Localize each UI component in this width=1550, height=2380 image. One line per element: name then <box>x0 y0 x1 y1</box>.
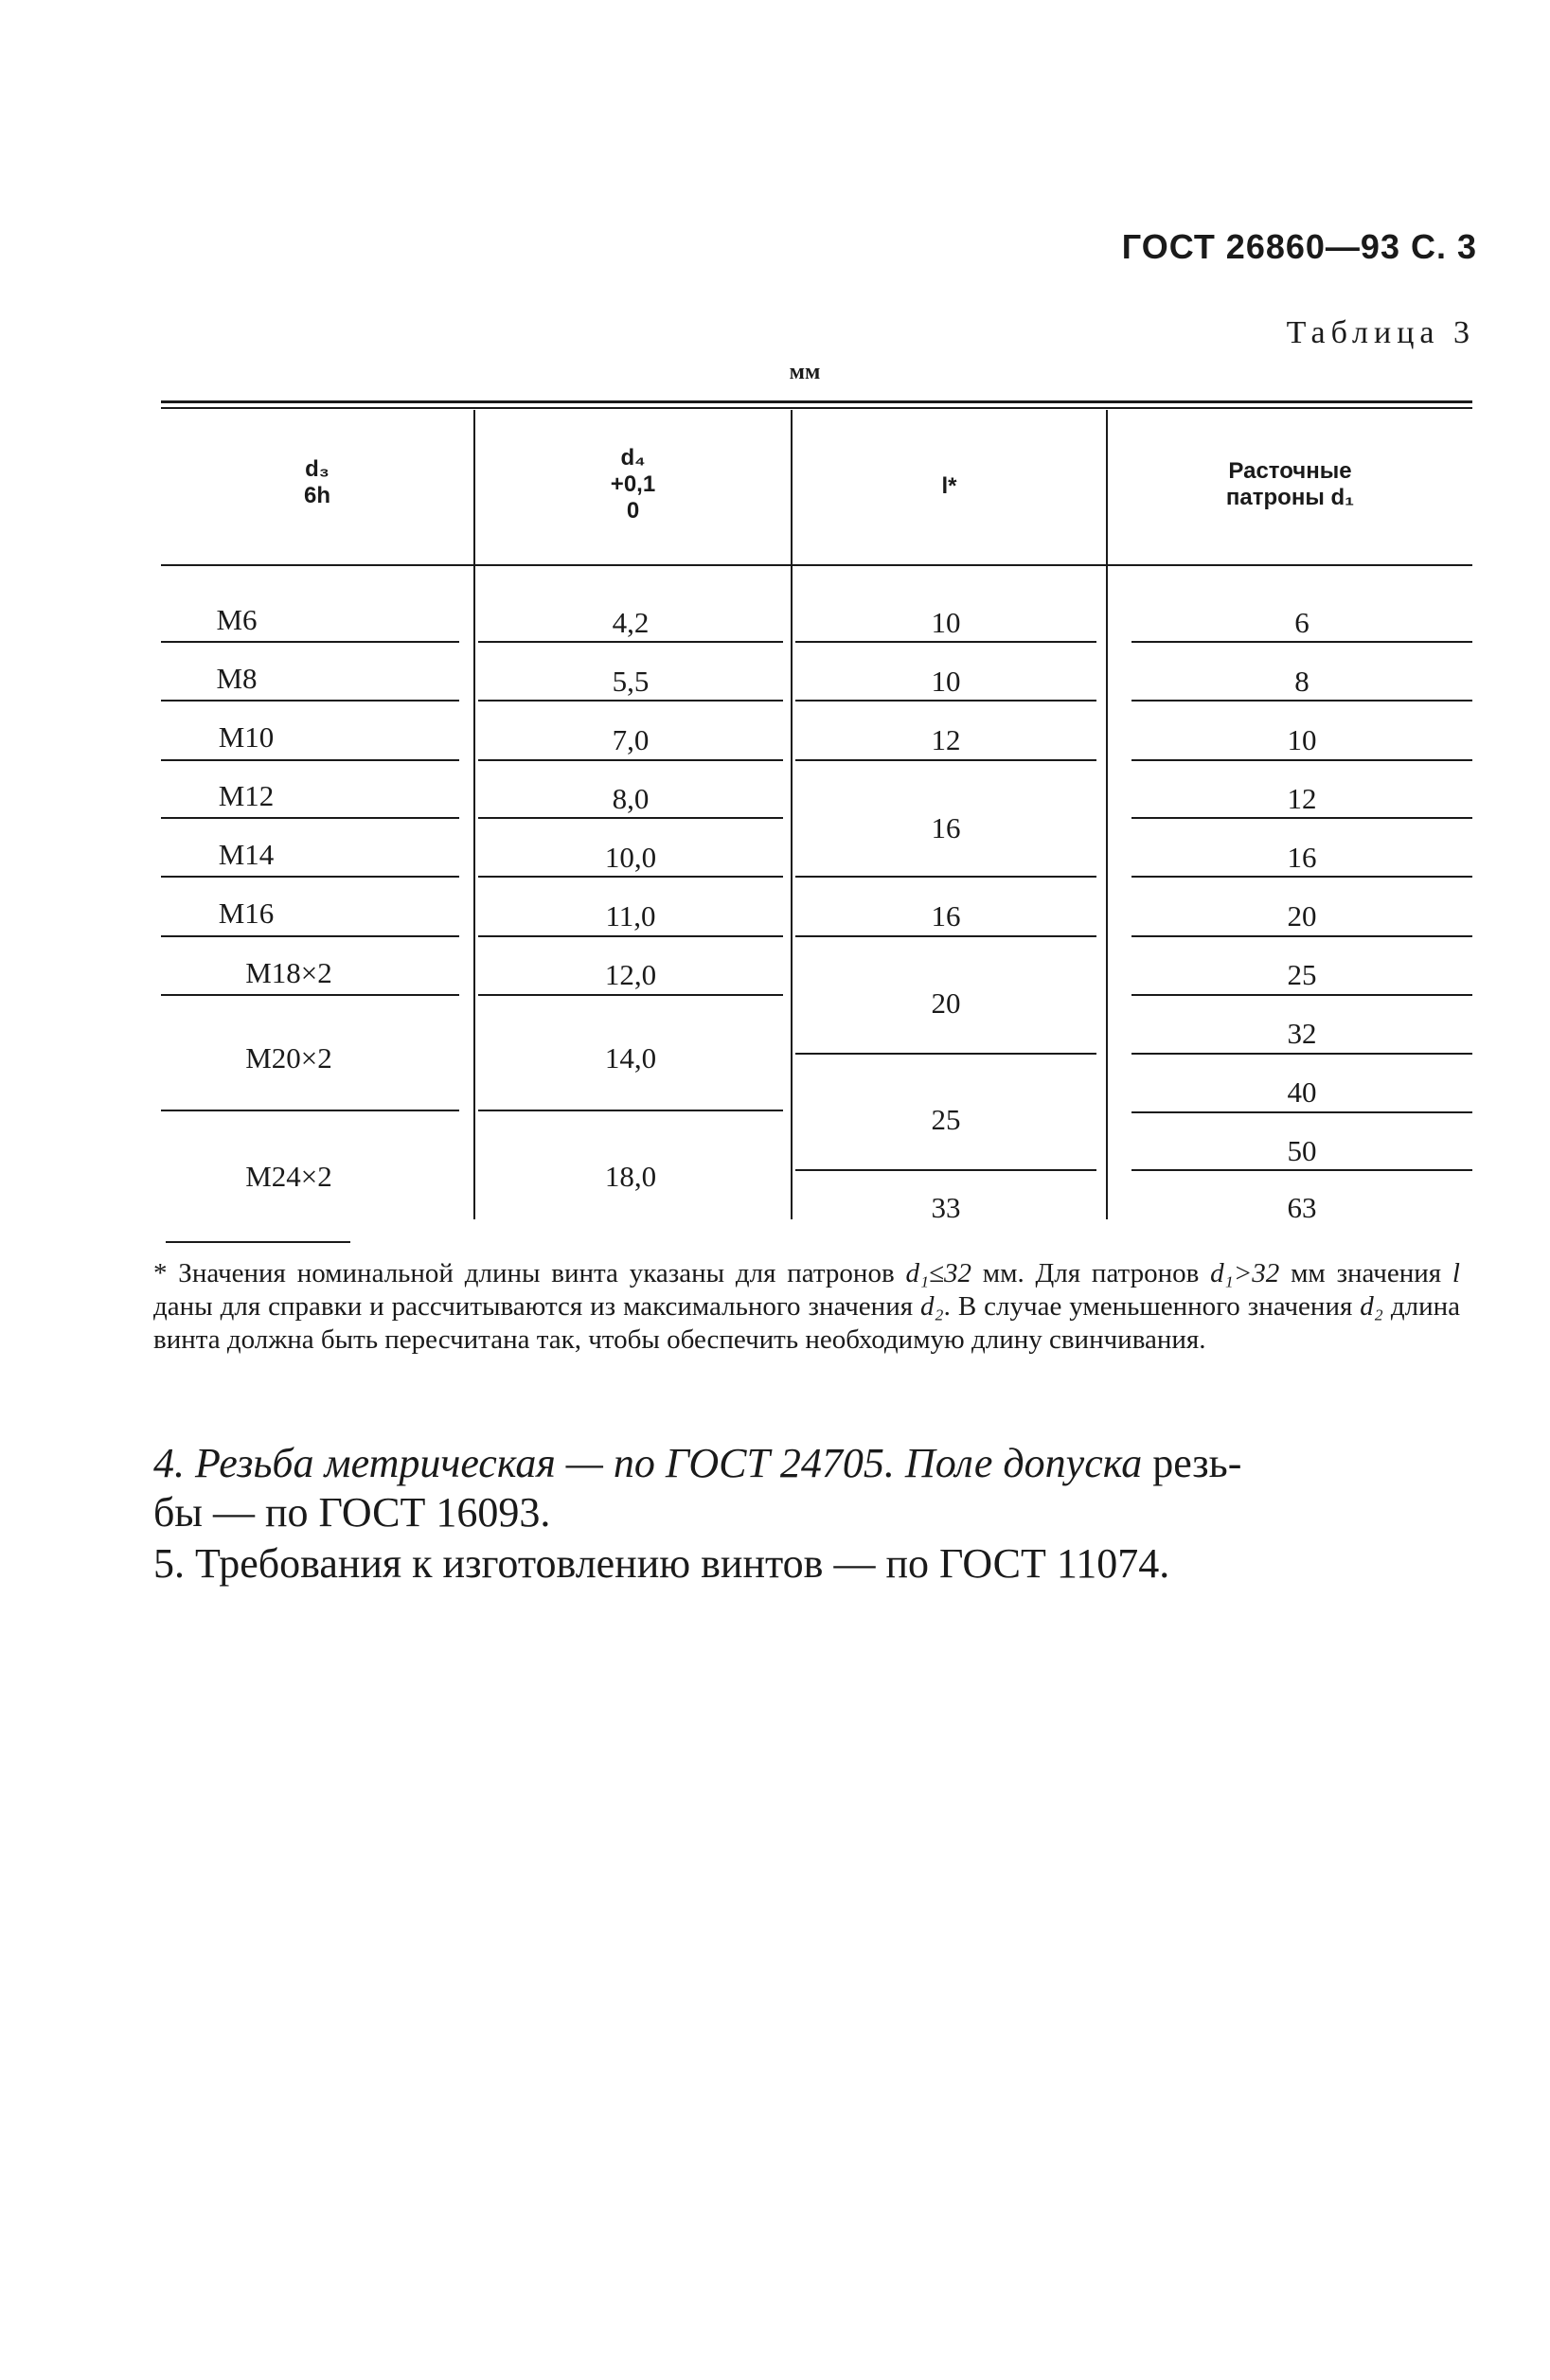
table-cell-boring-head: 40 <box>1287 1075 1317 1109</box>
col4-rule <box>1131 759 1472 761</box>
header-d4-upper: +0,1 <box>610 471 656 497</box>
col1-rule <box>161 1110 459 1111</box>
footnote-text: даны для справки и рассчитываются из максимального значения <box>153 1291 921 1322</box>
table-cell-boring-head: 63 <box>1287 1191 1317 1224</box>
clause-4-italic: 4. Резьба метрическая — по ГОСТ 24705. Поле допуска <box>153 1440 1143 1486</box>
col4-rule <box>1131 935 1472 937</box>
col4-rule <box>1131 1053 1472 1055</box>
column-divider-2 <box>791 410 793 1219</box>
clause-4 <box>153 1439 1498 1488</box>
table-cell-d3: M24×2 <box>245 1160 332 1193</box>
table-footnote <box>153 1257 1460 1357</box>
table-cell-l: 25 <box>931 1103 961 1136</box>
table-cell-boring-head: 20 <box>1287 899 1317 932</box>
table-cell-l: 10 <box>931 665 961 698</box>
table-cell-boring-head: 6 <box>1294 606 1309 639</box>
col4-rule <box>1131 1169 1472 1171</box>
col2-rule <box>478 994 783 996</box>
table-cell-d4: 5,5 <box>612 665 650 698</box>
table-cell-d4: 14,0 <box>604 1041 657 1075</box>
table-cell-d4: 12,0 <box>604 958 657 991</box>
table-cell-l: 20 <box>931 986 961 1020</box>
col3-rule <box>795 876 1096 878</box>
table-cell-l: 10 <box>931 606 961 639</box>
col1-rule <box>161 700 459 702</box>
units-label: мм <box>789 360 821 384</box>
table-cell-d3: M16 <box>218 897 275 930</box>
col2-rule <box>478 700 783 702</box>
table-cell-boring-head: 50 <box>1287 1134 1317 1167</box>
col2-rule <box>478 641 783 643</box>
table-cell-boring-head: 12 <box>1287 782 1317 815</box>
col3-rule <box>795 1053 1096 1055</box>
col3-rule <box>795 759 1096 761</box>
table-cell-d3: M14 <box>218 838 275 871</box>
header-boring-heads <box>1108 458 1472 511</box>
col2-rule <box>478 935 783 937</box>
table-cell-d4: 8,0 <box>612 782 650 815</box>
table-cell-l: 33 <box>931 1191 961 1224</box>
col2-rule <box>478 759 783 761</box>
table-cell-d3: M12 <box>218 779 275 812</box>
column-divider-1 <box>473 410 475 1219</box>
header-bottom-rule <box>161 564 1472 566</box>
table-cell-l: 16 <box>931 811 961 844</box>
clause-4-continuation: резь- <box>1142 1440 1242 1486</box>
col4-rule <box>1131 641 1472 643</box>
col1-rule <box>161 876 459 878</box>
col4-rule <box>1131 876 1472 878</box>
col3-rule <box>795 1169 1096 1171</box>
column-divider-3 <box>1106 410 1108 1219</box>
table-top-rule <box>161 400 1472 403</box>
table-cell-d4: 7,0 <box>612 723 650 756</box>
table-cell-d3: M20×2 <box>245 1041 332 1075</box>
col2-rule <box>478 1110 783 1111</box>
header-d4-symbol: d₄ <box>620 445 646 471</box>
table-caption: Таблица 3 <box>1286 315 1475 350</box>
footnote-text: . В случае уменьшенного значения <box>943 1291 1361 1322</box>
page-header-code: ГОСТ 26860—93 С. 3 <box>1121 227 1477 266</box>
table-cell-d3: M8 <box>216 662 258 695</box>
table-cell-d3: M10 <box>218 720 275 754</box>
table-cell-boring-head: 16 <box>1287 841 1317 874</box>
col3-rule <box>795 641 1096 643</box>
table-cell-l: 16 <box>931 899 961 932</box>
header-l <box>793 473 1106 500</box>
header-d3-tolerance: 6h <box>303 483 330 508</box>
table-cell-boring-head: 10 <box>1287 723 1317 756</box>
col4-rule <box>1131 994 1472 996</box>
header-d4-lower: 0 <box>626 498 640 524</box>
table-cell-l: 12 <box>931 723 961 756</box>
col3-rule <box>795 935 1096 937</box>
header-boring-heads-line2: патроны d₁ <box>1225 485 1355 510</box>
footnote-variable: d₂ <box>1360 1291 1383 1322</box>
table-cell-d4: 4,2 <box>612 606 650 639</box>
footnote-condition: d₁≤32 <box>905 1258 971 1288</box>
header-d3-symbol: d₃ <box>305 456 330 482</box>
table-cell-d4: 11,0 <box>605 899 656 932</box>
col1-rule <box>161 994 459 996</box>
table-cell-d4: 10,0 <box>604 841 657 874</box>
header-d4 <box>475 445 791 524</box>
col2-rule <box>478 876 783 878</box>
clause-5: 5. Требования к изготовлению винтов — по ГОСТ 11074. <box>153 1540 1170 1587</box>
footnote-text: длина винта должна быть пересчитана так, чтобы обеспечить необходимую длину свинчивания. <box>153 1291 1460 1355</box>
table-cell-d3: M18×2 <box>245 956 332 989</box>
col2-rule <box>478 817 783 819</box>
table-cell-boring-head: 8 <box>1294 665 1309 698</box>
col1-rule <box>161 759 459 761</box>
footnote-condition: d₁>32 <box>1210 1258 1280 1288</box>
col4-rule <box>1131 817 1472 819</box>
col1-rule <box>161 935 459 937</box>
footnote-text: мм значения <box>1279 1258 1452 1288</box>
header-boring-heads-line1: Расточные <box>1228 458 1352 484</box>
header-d3 <box>161 456 473 509</box>
col1-rule <box>161 641 459 643</box>
table-cell-boring-head: 32 <box>1287 1017 1317 1050</box>
table-cell-d3: M6 <box>216 603 258 636</box>
header-l-symbol: l* <box>941 473 957 499</box>
col4-rule <box>1131 700 1472 702</box>
col3-rule <box>795 700 1096 702</box>
footnote-variable: l <box>1452 1258 1460 1288</box>
footnote-text: мм. Для патронов <box>971 1258 1211 1288</box>
table-top-rule-inner <box>161 407 1472 409</box>
table-cell-boring-head: 25 <box>1287 958 1317 991</box>
footnote-variable: d₂ <box>920 1291 944 1322</box>
footnote-separator <box>166 1241 350 1243</box>
col4-rule <box>1131 1111 1472 1113</box>
footnote-text: * Значения номинальной длины винта указаны для патронов <box>153 1258 906 1288</box>
table-cell-d4: 18,0 <box>604 1160 657 1193</box>
col1-rule <box>161 817 459 819</box>
clause-4-line2: бы — по ГОСТ 16093. <box>153 1489 551 1536</box>
